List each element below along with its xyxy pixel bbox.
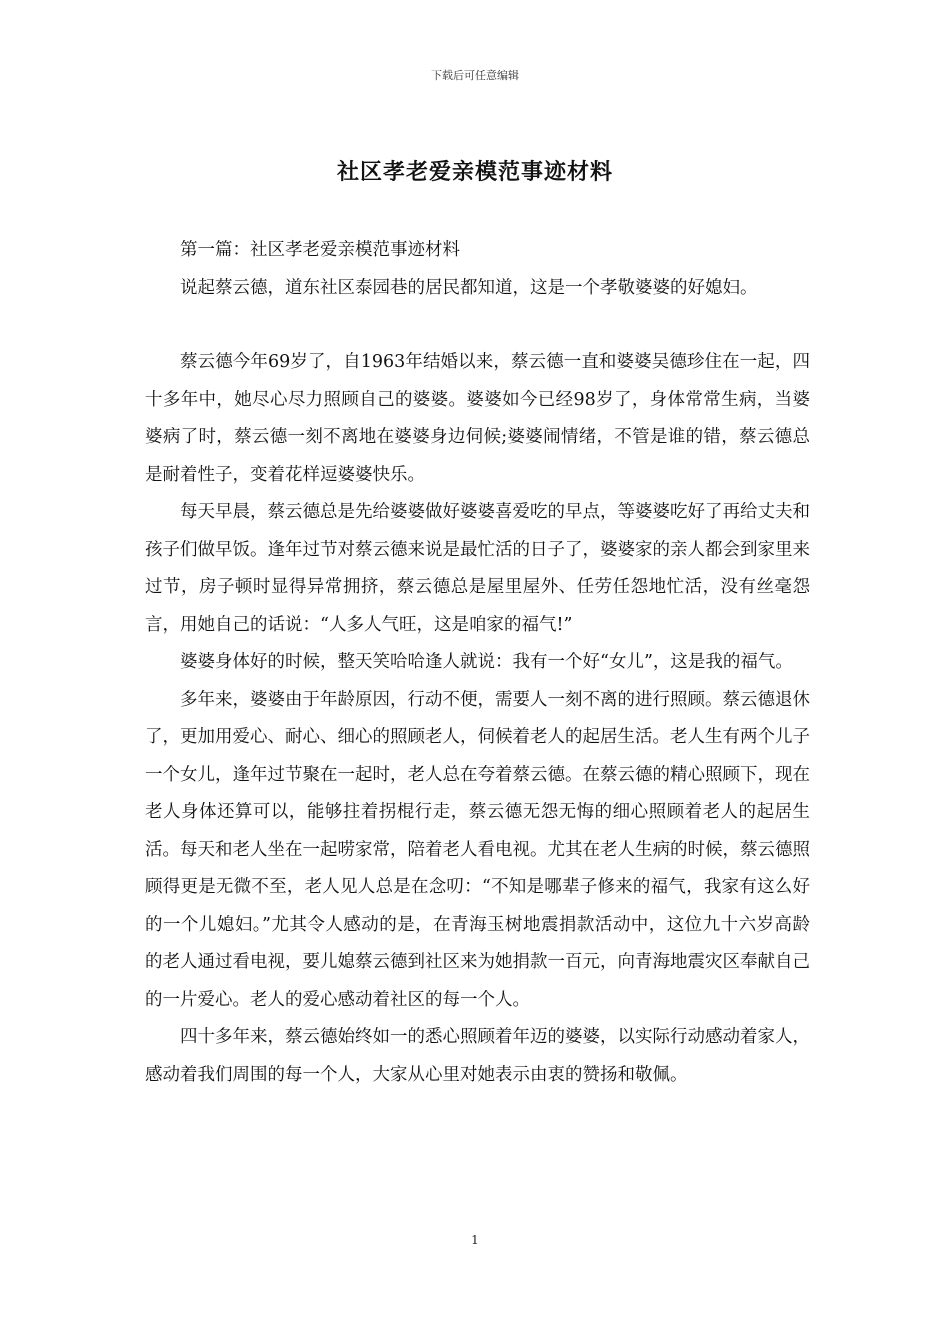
section-heading: 第一篇：社区孝老爱亲模范事迹材料	[180, 240, 460, 260]
page-number: 1	[471, 1233, 479, 1247]
paragraph: 每天早晨，蔡云德总是先给婆婆做好婆婆喜爱吃的早点，等婆婆吃好了再给丈夫和孩子们做早饭。逢年过节对蔡云德来说是最忙活的日子了，婆婆家的亲人都会到家里来过节，房子顿时显得异常拥挤，蔡云德总是屋里屋外、任劳任怨地忙活，没有丝毫怨言，用她自己的话说：“人多人气旺，这是咱家的福气!”	[145, 502, 810, 635]
paragraph: 婆婆身体好的时候，整天笑哈哈逢人就说：我有一个好“女儿”，这是我的福气。	[180, 652, 793, 672]
paragraph: 多年来，婆婆由于年龄原因，行动不便，需要人一刻不离的进行照顾。蔡云德退休了，更加用爱心、耐心、细心的照顾老人，伺候着老人的起居生活。老人生有两个儿子一个女儿，逢年过节聚在一起时，老人总在夸着蔡云德。在蔡云德的精心照顾下，现在老人身体还算可以，能够拄着拐棍行走，蔡云德无怨无悔的细心照顾着老人的起居生活。每天和老人坐在一起唠家常，陪着老人看电视。尤其在老人生病的时候，蔡云德照顾得更是无微不至，老人见人总是在念叨：“不知是哪辈子修来的福气，我家有这么好的一个儿媳妇。”尤其令人感动的是，在青海玉树地震捐款活动中，这位九十六岁高龄的老人通过看电视，要儿媳蔡云德到社区来为她捐款一百元，向青海地震灾区奉献自己的一片爱心。老人的爱心感动着社区的每一个人。	[145, 689, 810, 1010]
document-title: 社区孝老爱亲模范事迹材料	[336, 159, 613, 185]
header-note: 下载后可任意编辑	[431, 69, 519, 82]
paragraph: 四十多年来，蔡云德始终如一的悉心照顾着年迈的婆婆，以实际行动感动着家人，感动着我们周围的每一个人，大家从心里对她表示由衷的赞扬和敬佩。	[145, 1027, 810, 1085]
document-body	[145, 232, 810, 1094]
paragraph: 蔡云德今年69岁了，自1963年结婚以来，蔡云德一直和婆婆吴德珍住在一起，四十多年中，她尽心尽力照顾自己的婆婆。婆婆如今已经98岁了，身体常常生病，当婆婆病了时，蔡云德一刻不离地在婆婆身边伺候;婆婆闹情绪，不管是谁的错，蔡云德总是耐着性子，变着花样逗婆婆快乐。	[145, 352, 810, 485]
paragraph-intro: 说起蔡云德，道东社区泰园巷的居民都知道，这是一个孝敬婆婆的好媳妇。	[180, 277, 758, 298]
